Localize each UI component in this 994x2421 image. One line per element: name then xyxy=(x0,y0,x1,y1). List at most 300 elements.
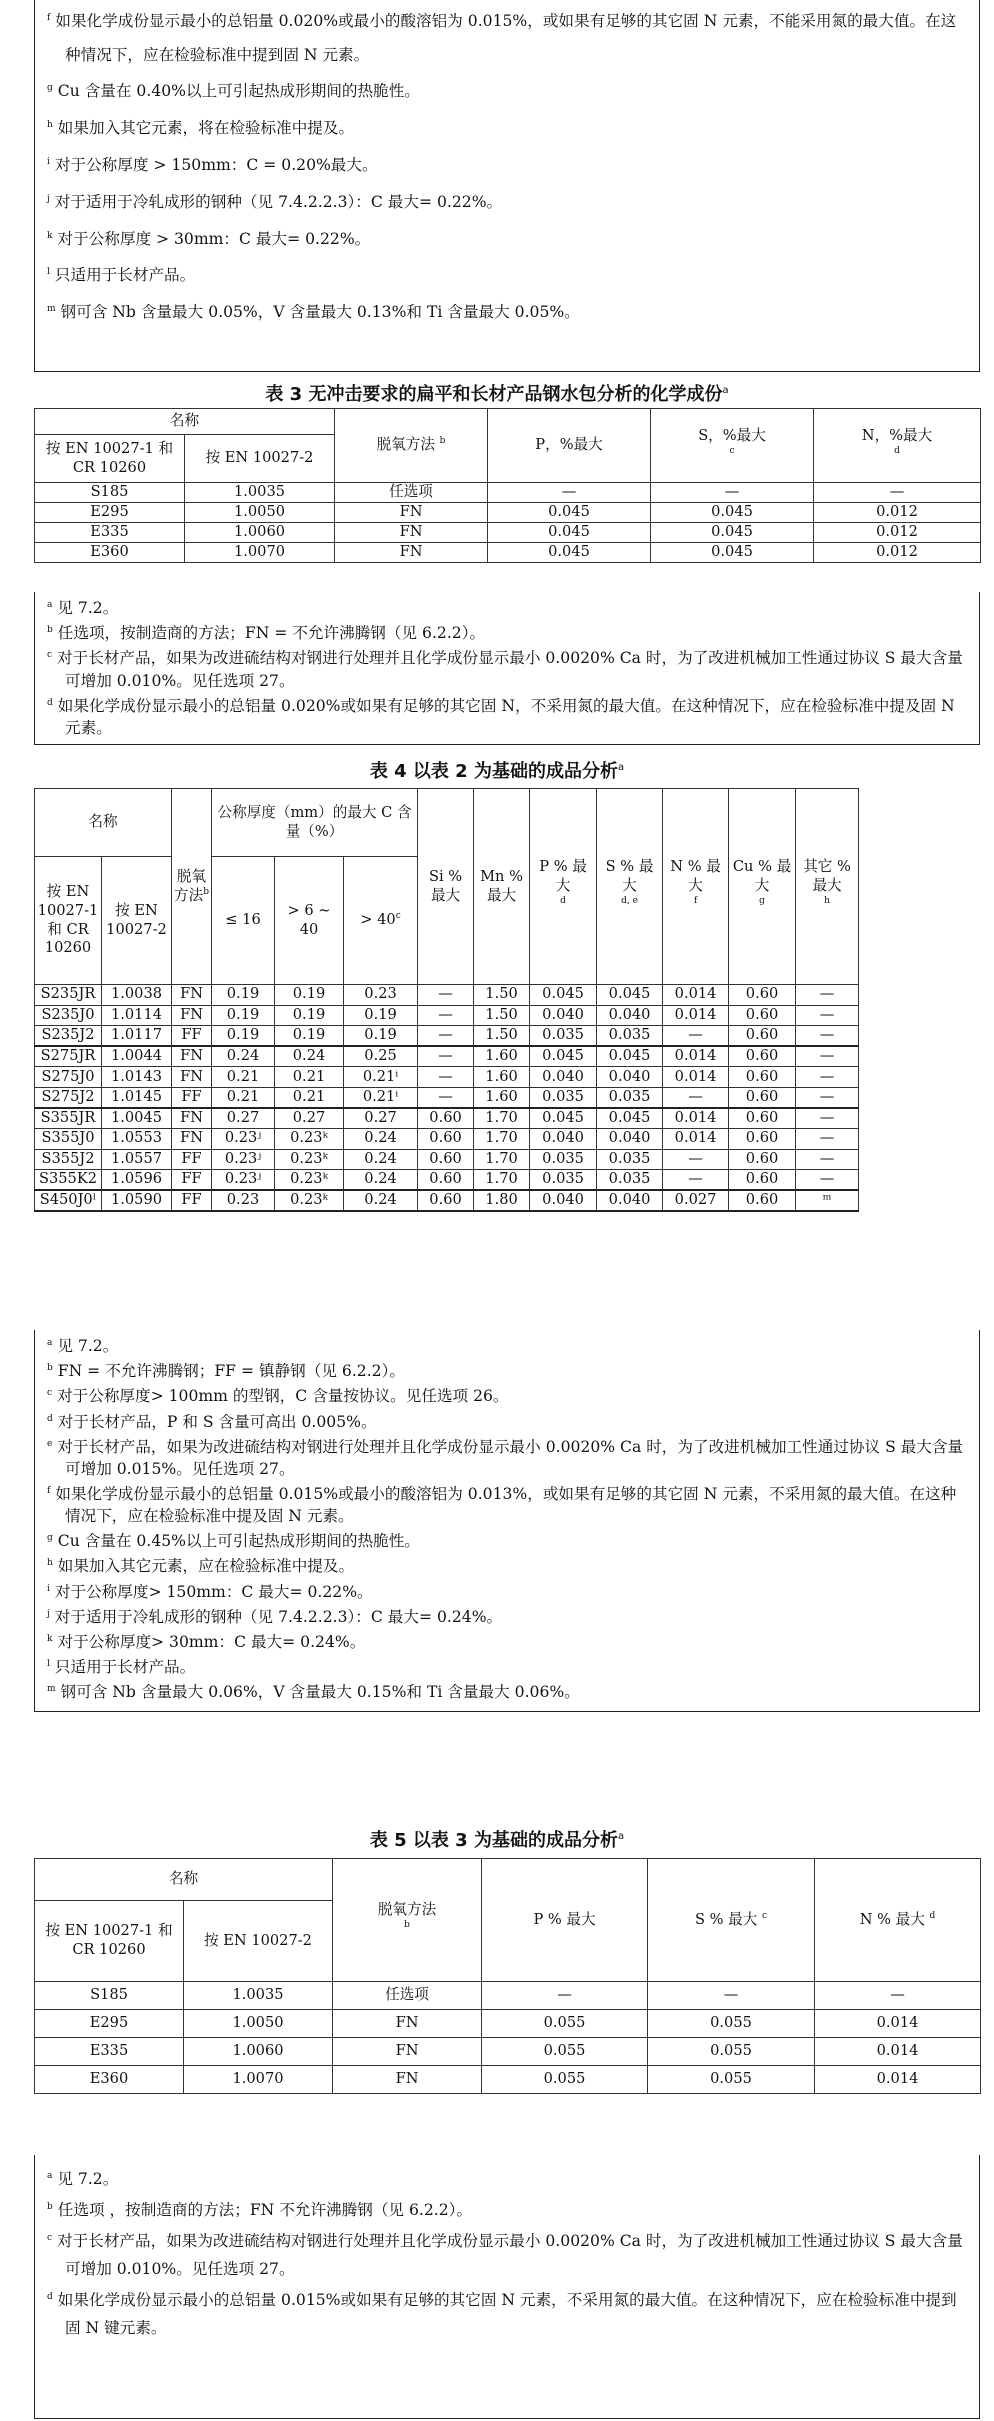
table-cell: 1.80 xyxy=(474,1190,530,1211)
table-cell: — xyxy=(796,1005,859,1026)
footnote xyxy=(47,2163,967,2194)
table4 xyxy=(34,788,981,1212)
footnote-text: Cu 含量在 0.45%以上可引起热成形期间的热脆性。 xyxy=(57,1532,420,1551)
t4-header-c2: > 6 ~ 40 xyxy=(275,857,344,985)
footnote-mark: d xyxy=(47,697,53,708)
table-cell: 0.60 xyxy=(729,1190,796,1211)
table-cell: 1.0035 xyxy=(185,483,335,503)
footnote-mark: i xyxy=(47,1583,50,1594)
table-cell: — xyxy=(418,1067,474,1088)
table-cell: FN xyxy=(172,1067,212,1088)
table-cell: 1.50 xyxy=(474,1005,530,1026)
table-cell: — xyxy=(796,1046,859,1067)
table-row xyxy=(35,523,981,543)
table-cell: 0.21ⁱ xyxy=(344,1087,418,1108)
table-cell: 0.24 xyxy=(212,1046,275,1067)
t4-header-en1: 按 EN 10027-1 和 CR 10260 xyxy=(35,857,102,985)
table-cell: 0.045 xyxy=(597,1046,663,1067)
table-cell: S355K2 xyxy=(35,1170,102,1191)
table3-notes-panel xyxy=(34,592,980,745)
table-cell: — xyxy=(796,1087,859,1108)
t4-header-cu: Cu % 最大 $^g$ xyxy=(729,789,796,985)
table-cell: 0.040 xyxy=(530,1129,597,1150)
table-cell: 0.040 xyxy=(530,1067,597,1088)
table-cell: 0.045 xyxy=(597,1108,663,1129)
footnote xyxy=(47,183,967,220)
t5-header-p: P % 最大 xyxy=(482,1859,648,1982)
table-cell: — xyxy=(796,1149,859,1170)
footnote-mark: f xyxy=(47,13,51,23)
table-row xyxy=(35,2038,981,2066)
table-cell: 1.0143 xyxy=(102,1067,172,1088)
t4-header-si: Si % 最大 xyxy=(418,789,474,985)
footnote-text: 如果化学成份显示最小的总铝量 0.015%或最小的酸溶铝为 0.013%，或如果有足够的其它固 N 元素，不采用氮的最大值。在这种情况下，应在检验标准中提及固 N 元素。 xyxy=(55,1485,957,1526)
table-row xyxy=(35,1026,981,1047)
table-cell: 0.055 xyxy=(648,2010,815,2038)
top-notes xyxy=(35,0,979,330)
table-cell: FN xyxy=(172,1129,212,1150)
table-cell: S355JR xyxy=(35,1108,102,1129)
table-cell: 0.045 xyxy=(651,523,814,543)
table-cell: 0.035 xyxy=(597,1026,663,1047)
table-cell: FF xyxy=(172,1026,212,1047)
table-cell: 0.60 xyxy=(729,1170,796,1191)
table-cell: 0.014 xyxy=(663,1129,729,1150)
table-cell: S275J0 xyxy=(35,1067,102,1088)
table-cell: E295 xyxy=(35,2010,184,2038)
table-cell: 0.045 xyxy=(651,503,814,523)
footnote xyxy=(47,1357,967,1382)
table3-title: 表 3 无冲击要求的扁平和长材产品钢水包分析的化学成份$^a$ xyxy=(265,384,729,405)
table-cell: 1.70 xyxy=(474,1149,530,1170)
table-cell: S355J0 xyxy=(35,1129,102,1150)
t5-header-deox: 脱氧方法 $^b$ xyxy=(333,1859,482,1982)
table-cell: — xyxy=(648,1982,815,2010)
table-cell: 0.23 xyxy=(212,1190,275,1211)
table-cell: FF xyxy=(172,1170,212,1191)
footnote xyxy=(47,1408,967,1433)
footnote-mark: k xyxy=(47,1633,53,1644)
table-cell: — xyxy=(663,1149,729,1170)
table-cell: 0.23ᵏ xyxy=(275,1170,344,1191)
t3-header-en1: 按 EN 10027-1 和 CR 10260 xyxy=(35,435,185,483)
table-cell: 0.24 xyxy=(344,1149,418,1170)
t3-header-p: P，%最大 xyxy=(488,409,651,483)
table-cell: 1.50 xyxy=(474,1026,530,1047)
table-cell: E295 xyxy=(35,503,185,523)
t4-header-s: S % 最大 $^{d, e}$ xyxy=(597,789,663,985)
footnote-text: 如果化学成份显示最小的总铝量 0.015%或如果有足够的其它固 N 元素，不采用氮的最大值。在这种情况下，应在检验标准中提到固 N 键元素。 xyxy=(57,2290,957,2337)
table-cell: 1.60 xyxy=(474,1067,530,1088)
table-cell: — xyxy=(663,1170,729,1191)
table-cell: 0.21 xyxy=(212,1087,275,1108)
table-cell: 0.055 xyxy=(648,2066,815,2094)
t4-header-mn: Mn % 最大 xyxy=(474,789,530,985)
table-cell: 0.035 xyxy=(530,1170,597,1191)
table-cell: 0.035 xyxy=(597,1170,663,1191)
table-cell: 0.21 xyxy=(275,1067,344,1088)
footnote-mark: d xyxy=(47,1413,53,1424)
table-cell: — xyxy=(796,1067,859,1088)
table-cell: 1.0045 xyxy=(102,1108,172,1129)
table4-title: 表 4 以表 2 为基础的成品分析$^a$ xyxy=(369,761,625,782)
table-cell: 0.040 xyxy=(597,1129,663,1150)
footnote xyxy=(47,293,967,330)
table-cell: 0.045 xyxy=(488,523,651,543)
table-cell: 1.0035 xyxy=(184,1982,333,2010)
table-cell: E360 xyxy=(35,2066,184,2094)
table-cell: S275JR xyxy=(35,1046,102,1067)
footnote xyxy=(47,1628,967,1653)
table-row xyxy=(35,1149,981,1170)
footnote xyxy=(47,692,967,739)
table-cell: 0.23ʲ xyxy=(212,1129,275,1150)
table-cell: 0.045 xyxy=(530,1046,597,1067)
table-cell: 1.0044 xyxy=(102,1046,172,1067)
table-cell: 0.014 xyxy=(815,2038,981,2066)
footnote-text: 任选项 ，按制造商的方法；FN 不允许沸腾钢（见 6.2.2）。 xyxy=(57,2201,473,2220)
table-cell: 1.50 xyxy=(474,985,530,1006)
table-cell: 1.0596 xyxy=(102,1170,172,1191)
footnote-text: 钢可含 Nb 含量最大 0.05%，V 含量最大 0.13%和 Ti 含量最大 0.05%。 xyxy=(60,303,580,322)
table-cell: 0.035 xyxy=(597,1087,663,1108)
table-row xyxy=(35,543,981,563)
table-row xyxy=(35,503,981,523)
table-cell: 0.014 xyxy=(663,1067,729,1088)
table-cell: 1.0114 xyxy=(102,1005,172,1026)
table-cell: FN xyxy=(333,2038,482,2066)
table-cell: 0.23ᵏ xyxy=(275,1129,344,1150)
table4-notes-panel xyxy=(34,1330,980,1712)
table-cell: — xyxy=(418,1046,474,1067)
table-cell: 0.035 xyxy=(597,1149,663,1170)
table-cell: 0.27 xyxy=(344,1108,418,1129)
t3-header-s: S，%最大 $^c$ xyxy=(651,409,814,483)
table-cell: 0.040 xyxy=(530,1005,597,1026)
table-cell: 0.60 xyxy=(729,1108,796,1129)
footnote xyxy=(47,256,967,293)
footnote-text: 对于公称厚度> 30mm：C 最大= 0.24%。 xyxy=(57,1633,366,1652)
table-cell: 0.19 xyxy=(275,985,344,1006)
table-cell: 0.014 xyxy=(663,1005,729,1026)
table-cell: 0.60 xyxy=(729,1067,796,1088)
table-cell: 0.19 xyxy=(212,1026,275,1047)
table-cell: 0.24 xyxy=(275,1046,344,1067)
table-cell: 1.0557 xyxy=(102,1149,172,1170)
table-cell: 0.60 xyxy=(729,1026,796,1047)
footnote xyxy=(47,2194,967,2225)
table-cell: — xyxy=(418,1005,474,1026)
table-cell: 0.60 xyxy=(418,1149,474,1170)
footnote-mark: b xyxy=(47,1363,53,1374)
t4-header-en2: 按 EN 10027-2 xyxy=(102,857,172,985)
table-cell: 0.040 xyxy=(597,1067,663,1088)
table-cell: 1.0038 xyxy=(102,985,172,1006)
table-row xyxy=(35,2010,981,2038)
table-cell: — xyxy=(796,1026,859,1047)
table-cell: 0.60 xyxy=(729,1005,796,1026)
table-cell: 0.23ᵏ xyxy=(275,1149,344,1170)
table-cell: 0.055 xyxy=(482,2010,648,2038)
table-cell: FN xyxy=(335,543,488,563)
footnote xyxy=(47,1382,967,1407)
table-cell: 0.21 xyxy=(275,1087,344,1108)
table-cell: 0.24 xyxy=(344,1170,418,1191)
table-cell: 0.055 xyxy=(648,2038,815,2066)
table-row xyxy=(35,1982,981,2010)
footnote-text: 如果化学成份显示最小的总铝量 0.020%或如果有足够的其它固 N，不采用氮的最大值。在这种情况下，应在检验标准中提及固 N 元素。 xyxy=(57,696,955,737)
table-row xyxy=(35,1129,981,1150)
table-cell: 0.60 xyxy=(729,1087,796,1108)
footnote-text: 只适用于长材产品。 xyxy=(54,1658,196,1677)
footnote-mark: a xyxy=(47,1338,53,1348)
footnote-text: 任选项，按制造商的方法；FN = 不允许沸腾钢（见 6.2.2）。 xyxy=(57,624,486,643)
table-cell: 1.60 xyxy=(474,1087,530,1108)
footnote-mark: a xyxy=(47,600,53,610)
table-cell: 0.60 xyxy=(418,1108,474,1129)
table-cell: FN xyxy=(333,2010,482,2038)
t4-header-n: N % 最大 $^f$ xyxy=(663,789,729,985)
footnote xyxy=(47,1527,967,1552)
footnote-text: 对于长材产品，如果为改进硫结构对钢进行处理并且化学成份显示最小 0.0020% Ca 时，为了改进机械加工性通过协议 S 最大含量可增加 0.015%。见任选项 27。 xyxy=(57,1437,964,1478)
table-cell: — xyxy=(488,483,651,503)
footnote-text: 对于长材产品，P 和 S 含量可高出 0.005%。 xyxy=(57,1412,377,1431)
table-cell: 0.60 xyxy=(729,1149,796,1170)
footnote-mark: d xyxy=(47,2291,53,2302)
table-cell: — xyxy=(418,985,474,1006)
table-cell: 1.0117 xyxy=(102,1026,172,1047)
footnote-text: 见 7.2。 xyxy=(57,1337,119,1356)
table-cell: 0.19 xyxy=(275,1005,344,1026)
top-notes-panel xyxy=(34,0,980,372)
table-cell: E360 xyxy=(35,543,185,563)
table-cell: 0.012 xyxy=(814,523,981,543)
table-cell: 0.014 xyxy=(815,2066,981,2094)
table-cell: 0.60 xyxy=(418,1190,474,1211)
footnote-text: 对于长材产品，如果为改进硫结构对钢进行处理并且化学成份显示最小 0.0020% Ca 时，为了改进机械加工性通过协议 S 最大含量可增加 0.010%。见任选项 27。 xyxy=(57,2232,963,2278)
footnote-text: 只适用于长材产品。 xyxy=(54,266,196,285)
table-cell: 0.014 xyxy=(663,985,729,1006)
table-row xyxy=(35,1067,981,1088)
footnote-text: 如果化学成份显示最小的总铝量 0.020%或最小的酸溶铝为 0.015%，或如果有足够的其它固 N 元素，不能采用氮的最大值。在这种情况下，应在检验标准中提到固 N 元素。 xyxy=(55,12,957,64)
footnote xyxy=(47,1552,967,1577)
footnote-mark: m xyxy=(47,1684,56,1695)
table-cell: 0.045 xyxy=(597,985,663,1006)
footnote-text: 对于长材产品，如果为改进硫结构对钢进行处理并且化学成份显示最小 0.0020% Ca 时，为了改进机械加工性通过协议 S 最大含量可增加 0.010%。见任选项 27。 xyxy=(57,649,963,690)
table-cell: FN xyxy=(172,985,212,1006)
footnote xyxy=(47,2,967,72)
table-row xyxy=(35,1170,981,1191)
table-cell: 0.21 xyxy=(212,1067,275,1088)
footnote xyxy=(47,109,967,146)
table-cell: 0.23ᵏ xyxy=(275,1190,344,1211)
footnote-text: 对于公称厚度> 150mm：C 最大= 0.22%。 xyxy=(54,1582,373,1601)
footnote xyxy=(47,594,967,619)
table5-notes xyxy=(35,2155,979,2343)
table-cell: FN xyxy=(335,523,488,543)
table-cell: E335 xyxy=(35,2038,184,2066)
table-cell: 0.24 xyxy=(344,1129,418,1150)
table-cell: S235J2 xyxy=(35,1026,102,1047)
footnote-mark: j xyxy=(47,1608,50,1619)
footnote-mark: b xyxy=(47,625,53,636)
table-cell: — xyxy=(418,1087,474,1108)
table-cell: 0.055 xyxy=(482,2038,648,2066)
table-cell: FF xyxy=(172,1149,212,1170)
t4-header-c-group: 公称厚度（mm）的最大 C 含量（%） xyxy=(212,789,418,857)
table-row xyxy=(35,1046,981,1067)
t4-header-c3: > $40^c$ xyxy=(344,857,418,985)
footnote xyxy=(47,2284,967,2343)
table-cell: 0.045 xyxy=(651,543,814,563)
footnote-text: FN = 不允许沸腾钢；FF = 镇静钢（见 6.2.2）。 xyxy=(57,1362,405,1381)
footnote-text: 如果加入其它元素，应在检验标准中提及。 xyxy=(57,1557,355,1576)
table-cell: FN xyxy=(172,1005,212,1026)
footnote-mark: c xyxy=(47,2232,53,2243)
table-cell: 0.19 xyxy=(212,985,275,1006)
table-cell: 0.19 xyxy=(344,1005,418,1026)
footnote xyxy=(47,644,967,691)
table-cell: S355J2 xyxy=(35,1149,102,1170)
footnote-mark: k xyxy=(47,230,53,241)
t3-header-name: 名称 xyxy=(35,409,335,435)
table-cell: 0.19 xyxy=(344,1026,418,1047)
table-cell: 1.0050 xyxy=(184,2010,333,2038)
table-cell: 0.012 xyxy=(814,503,981,523)
table-cell: — xyxy=(482,1982,648,2010)
table-cell: 1.0060 xyxy=(185,523,335,543)
footnote xyxy=(47,220,967,257)
footnote-mark: e xyxy=(47,1438,53,1449)
table-row xyxy=(35,2066,981,2094)
table-cell: ᵐ xyxy=(796,1190,859,1211)
footnote-mark: h xyxy=(47,120,53,131)
t5-header-en1: 按 EN 10027-1 和 CR 10260 xyxy=(35,1901,184,1982)
table-cell: S185 xyxy=(35,483,185,503)
footnote xyxy=(47,1332,967,1357)
t5-header-n: N % 最大 $^d$ xyxy=(815,1859,981,1982)
table-cell: FN xyxy=(172,1108,212,1129)
table-cell: 1.0070 xyxy=(184,2066,333,2094)
table-cell: 1.0590 xyxy=(102,1190,172,1211)
table-cell: 0.60 xyxy=(418,1129,474,1150)
footnote xyxy=(47,1603,967,1628)
table-row xyxy=(35,1005,981,1026)
t5-header-name: 名称 xyxy=(35,1859,333,1901)
footnote-mark: a xyxy=(47,2171,53,2181)
table-cell: 0.23 xyxy=(344,985,418,1006)
table-cell: 1.60 xyxy=(474,1046,530,1067)
table-cell: 0.055 xyxy=(482,2066,648,2094)
table-row xyxy=(35,1087,981,1108)
footnote-mark: h xyxy=(47,1558,53,1569)
t5-header-en2: 按 EN 10027-2 xyxy=(184,1901,333,1982)
table-cell: FF xyxy=(172,1087,212,1108)
table-cell: 0.23ʲ xyxy=(212,1170,275,1191)
table-cell: 0.60 xyxy=(418,1170,474,1191)
footnote-text: 对于适用于冷轧成形的钢种（见 7.4.2.2.3）：C 最大= 0.24%。 xyxy=(54,1607,503,1626)
table-cell: 0.21ⁱ xyxy=(344,1067,418,1088)
table-cell: S450J0ˡ xyxy=(35,1190,102,1211)
footnote-text: Cu 含量在 0.40%以上可引起热成形期间的热脆性。 xyxy=(57,82,420,101)
table-cell: 0.012 xyxy=(814,543,981,563)
t4-header-other: 其它 % 最大 $^h$ xyxy=(796,789,859,985)
table-cell: 任选项 xyxy=(333,1982,482,2010)
footnote-mark: l xyxy=(47,267,50,278)
table-cell: 0.24 xyxy=(344,1190,418,1211)
t4-header-c1: ≤ 16 xyxy=(212,857,275,985)
table-cell: — xyxy=(663,1026,729,1047)
table-cell: 0.040 xyxy=(597,1005,663,1026)
footnote xyxy=(47,72,967,109)
footnote xyxy=(47,1433,967,1480)
table-cell: 0.035 xyxy=(530,1087,597,1108)
table4-notes xyxy=(35,1330,979,1703)
table-cell: 0.60 xyxy=(729,1046,796,1067)
footnote-text: 见 7.2。 xyxy=(57,599,119,618)
table5 xyxy=(34,1858,981,2094)
table-cell: 任选项 xyxy=(335,483,488,503)
table5-notes-panel xyxy=(34,2155,980,2419)
footnote-text: 对于公称厚度> 100mm 的型钢，C 含量按协议。见任选项 26。 xyxy=(57,1387,509,1406)
t3-header-n: N，%最大 $^d$ xyxy=(814,409,981,483)
table-cell: FF xyxy=(172,1190,212,1211)
table-cell: 0.27 xyxy=(212,1108,275,1129)
table-row xyxy=(35,1190,981,1211)
table-cell: S235J0 xyxy=(35,1005,102,1026)
footnote xyxy=(47,2225,967,2284)
footnote-mark: g xyxy=(47,83,53,94)
table-cell: — xyxy=(651,483,814,503)
table-cell: 1.0060 xyxy=(184,2038,333,2066)
footnote-text: 对于适用于冷轧成形的钢种（见 7.4.2.2.3）：C 最大= 0.22%。 xyxy=(54,192,503,211)
footnote-text: 对于公称厚度 > 30mm：C 最大= 0.22%。 xyxy=(57,229,371,248)
table-cell: — xyxy=(815,1982,981,2010)
table-cell: 0.19 xyxy=(275,1026,344,1047)
footnote-mark: i xyxy=(47,156,50,167)
table3 xyxy=(34,408,981,563)
footnote-mark: c xyxy=(47,1388,53,1399)
table-cell: — xyxy=(796,1170,859,1191)
table5-title: 表 5 以表 3 为基础的成品分析$^a$ xyxy=(369,1830,625,1851)
t3-header-deox: 脱氧方法 $^b$ xyxy=(335,409,488,483)
table-row xyxy=(35,1108,981,1129)
table-cell: S275J2 xyxy=(35,1087,102,1108)
footnote xyxy=(47,1678,967,1703)
footnote-text: 见 7.2。 xyxy=(57,2170,119,2189)
footnote-mark: m xyxy=(47,304,56,315)
footnote-mark: b xyxy=(47,2201,53,2212)
footnote-mark: g xyxy=(47,1533,53,1544)
table3-notes xyxy=(35,592,979,739)
footnote-mark: f xyxy=(47,1485,51,1496)
table-cell: 1.0070 xyxy=(185,543,335,563)
table-cell: 0.014 xyxy=(815,2010,981,2038)
footnote xyxy=(47,1578,967,1603)
table-cell: — xyxy=(796,1108,859,1129)
footnote xyxy=(47,1480,967,1527)
table-cell: 0.27 xyxy=(275,1108,344,1129)
table-cell: 1.0553 xyxy=(102,1129,172,1150)
table-cell: 0.027 xyxy=(663,1190,729,1211)
table-cell: 0.045 xyxy=(488,503,651,523)
table-cell: 1.0050 xyxy=(185,503,335,523)
footnote xyxy=(47,619,967,644)
t4-header-p: P % 最大 $^d$ xyxy=(530,789,597,985)
t5-header-s: S % 最大 $^c$ xyxy=(648,1859,815,1982)
table-cell: — xyxy=(814,483,981,503)
table-cell: FN xyxy=(333,2066,482,2094)
